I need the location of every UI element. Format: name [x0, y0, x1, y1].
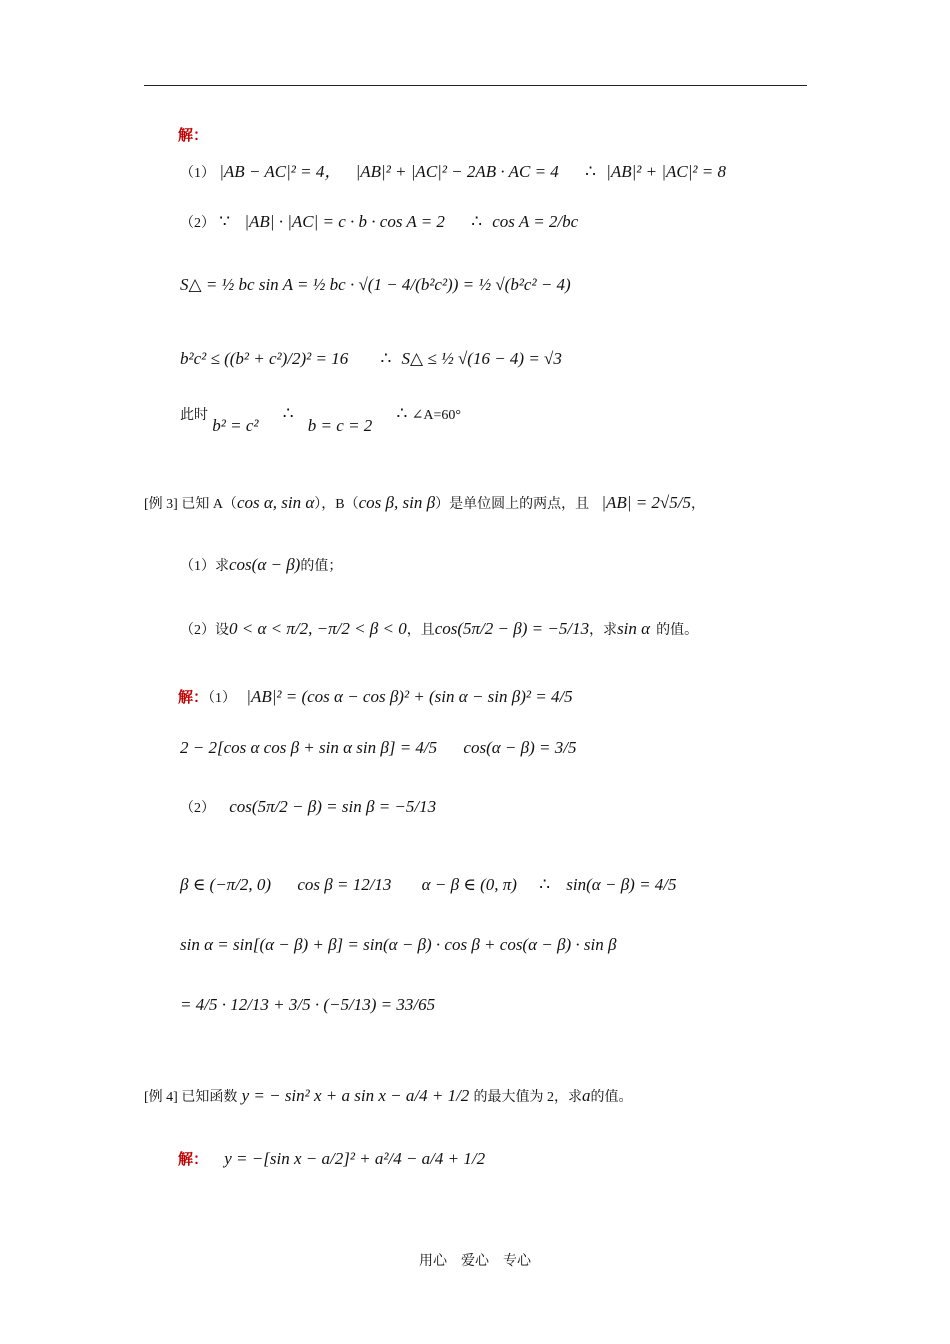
equation: sin(α − β) = 4/5	[566, 875, 677, 894]
solution-line-2	[180, 213, 578, 231]
text: 的值。	[590, 1090, 633, 1105]
text: 的值；	[300, 559, 343, 574]
solution-3-line-2	[180, 739, 576, 756]
text: ，且	[406, 623, 435, 638]
solution-3-line-3	[180, 798, 436, 816]
solution-line-1	[180, 163, 726, 181]
equation: cos A = 2/bc	[492, 212, 579, 231]
text: ），B（	[314, 497, 359, 512]
example-4-statement	[144, 1087, 633, 1105]
example-label: [例 4] 已知函数	[144, 1090, 238, 1105]
part-label: （2）	[180, 216, 215, 231]
equation: S△ ≤ ½ √(16 − 4) = √3	[401, 349, 562, 368]
equation: ∠A=60°	[411, 408, 461, 423]
equation: cos β = 12/13	[297, 875, 392, 894]
text: 的最大值为 2，求	[473, 1090, 583, 1105]
text: ，	[690, 497, 705, 512]
solution-3-line-5: sin α = sin[(α − β) + β] = sin(α − β) · cos β + cos(α − β) · sin β	[180, 935, 617, 954]
point-a-coord: cos α, sin α	[236, 493, 315, 512]
therefore-symbol: ∴	[471, 212, 483, 231]
equation: |AB| · |AC| = c · b · cos A = 2	[244, 212, 445, 231]
therefore-symbol: ∴	[282, 404, 294, 423]
equation: β ∈ (−π/2, 0)	[180, 875, 272, 894]
therefore-symbol: ∴	[539, 875, 551, 894]
therefore-symbol: ∴	[585, 162, 596, 181]
text: （1）求	[180, 559, 229, 574]
therefore-symbol: ∴	[396, 404, 408, 423]
therefore-symbol: ∴	[380, 349, 392, 368]
part-label: （2）	[180, 801, 215, 816]
solution-4-line-1	[178, 1150, 485, 1168]
part-label: （1）	[208, 691, 237, 706]
equation: 2 − 2[cos α cos β + sin α sin β] = 4/5	[180, 738, 438, 757]
equation: |AB|² + |AC|² = 8	[606, 162, 726, 181]
equation: cos(α − β)	[229, 555, 301, 574]
solution-3-line-6: = 4/5 · 12/13 + 3/5 · (−5/13) = 33/65	[180, 995, 436, 1014]
example-3-statement	[144, 494, 705, 512]
text: ，求	[589, 623, 618, 638]
text: 的值。	[656, 623, 699, 638]
inequality-line	[180, 350, 562, 367]
equation: α − β ∈ (0, π)	[421, 875, 517, 894]
equation: |AB − AC|² = 4，	[219, 162, 342, 181]
equation: cos(5π/2 − β) = sin β = −5/13	[229, 797, 437, 816]
equation: |AB|² + |AC|² − 2AB · AC = 4	[355, 162, 559, 181]
question-1	[180, 556, 342, 574]
text: ）是单位圆上的两点，且	[435, 497, 590, 512]
conclusion-line	[180, 404, 461, 435]
solution-3-line-1	[178, 688, 573, 706]
text: （2）设	[180, 623, 229, 638]
equation: 0 < α < π/2, −π/2 < β < 0	[229, 619, 407, 638]
equation: y = −[sin x − a/2]² + a²/4 − a/4 + 1/2	[224, 1149, 486, 1168]
equation: b² = c²	[212, 416, 259, 435]
solution-label: 解：	[178, 1152, 209, 1168]
equation: sin α	[617, 619, 651, 638]
part-label: （1）	[180, 166, 215, 181]
equation: b = c = 2	[307, 416, 373, 435]
solution-label: 解：	[178, 128, 209, 144]
point-b-coord: cos β, sin β	[358, 493, 436, 512]
page-footer: 用心 爱心 专心	[419, 1254, 531, 1269]
because-symbol: ∵	[219, 212, 231, 231]
question-2	[180, 620, 698, 638]
solution-3-line-4	[180, 876, 677, 893]
equation: cos(5π/2 − β) = −5/13	[434, 619, 590, 638]
equation: y = − sin² x + a sin x − a/4 + 1/2	[241, 1086, 470, 1105]
equation: cos(α − β) = 3/5	[463, 738, 577, 757]
equation: |AB| = 2√5/5	[601, 493, 691, 512]
equation: |AB|² = (cos α − cos β)² + (sin α − sin β)² = 4/5	[246, 687, 573, 706]
text: 此时	[180, 408, 208, 423]
area-formula: S△ = ½ bc sin A = ½ bc · √(1 − 4/(b²c²)) = ½ √(b²c² − 4)	[180, 275, 571, 294]
solution-label: 解：	[178, 690, 209, 706]
header-rule	[144, 85, 807, 86]
variable: a	[582, 1086, 591, 1105]
equation: b²c² ≤ ((b² + c²)/2)² = 16	[180, 349, 349, 368]
example-label: [例 3] 已知 A（	[144, 497, 237, 512]
